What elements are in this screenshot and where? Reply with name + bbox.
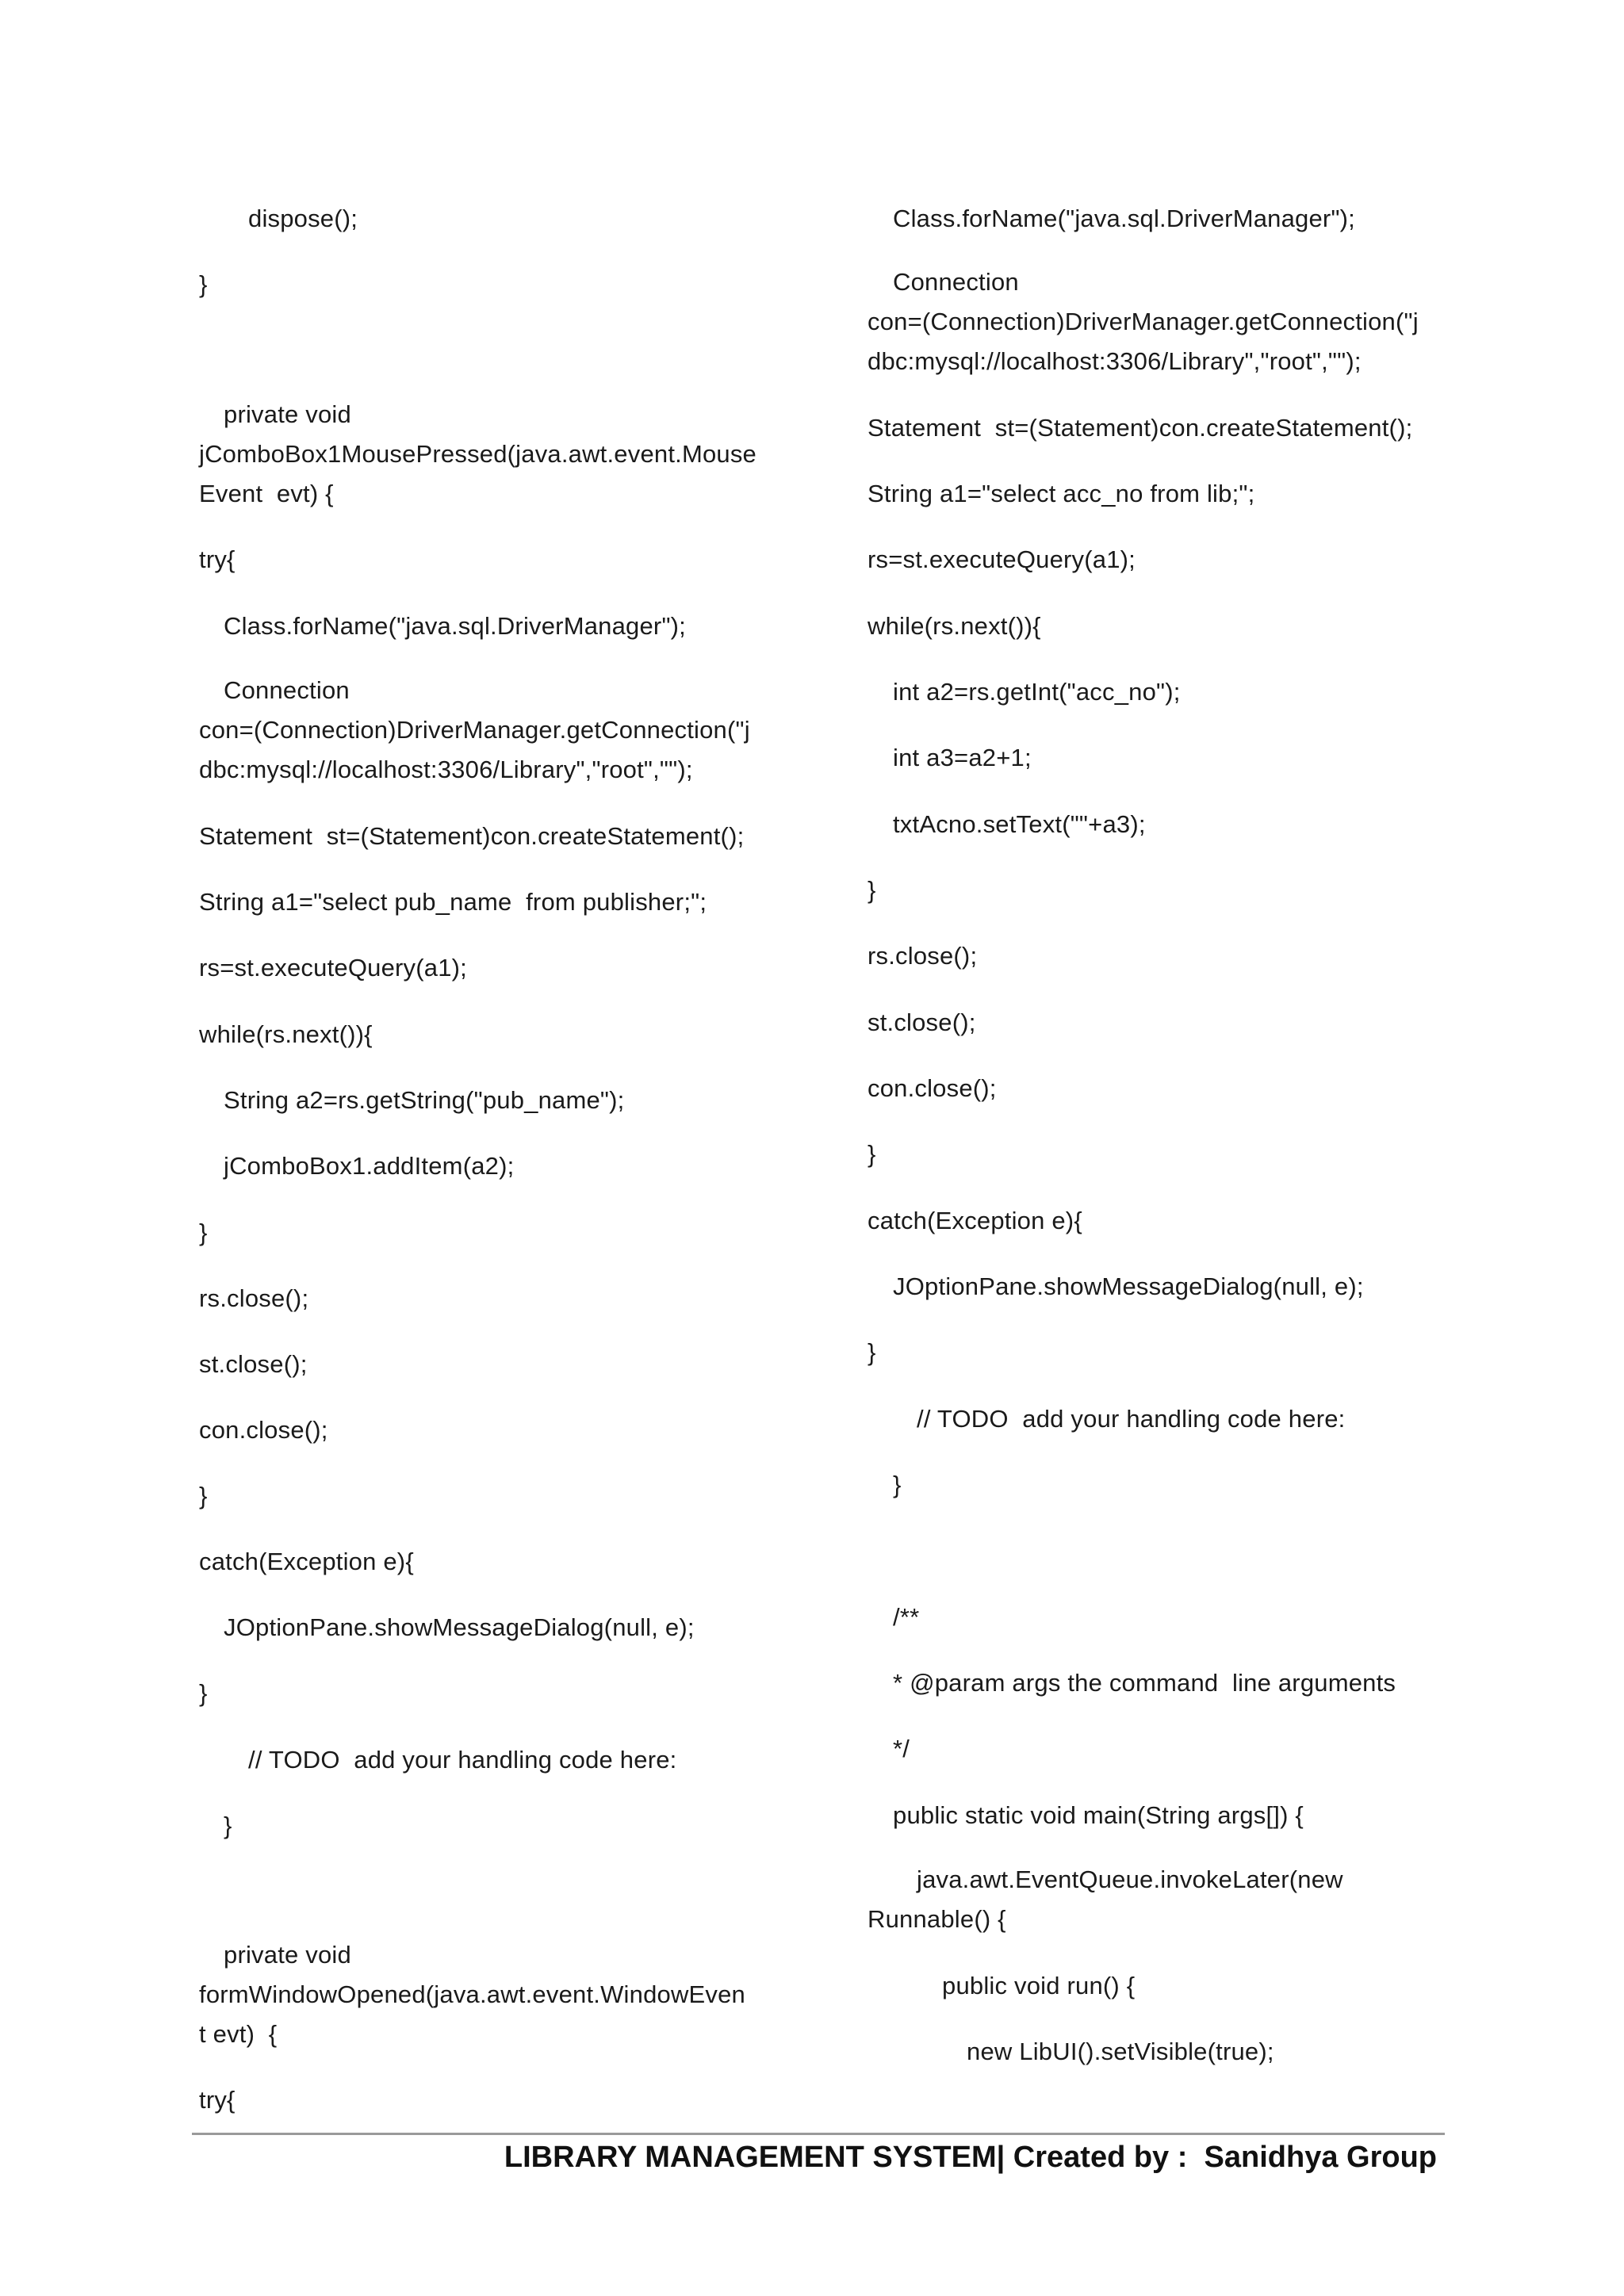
code-line: } (893, 1471, 902, 1498)
code-line: int a3=a2+1; (893, 744, 1032, 771)
code-line: con.close(); (199, 1416, 328, 1444)
code-line: } (868, 1140, 876, 1168)
code-line: String a1="select pub_name from publisher;"; (199, 888, 707, 916)
code-line: } (199, 1679, 208, 1707)
code-line: int a2=rs.getInt("acc_no"); (893, 678, 1181, 706)
code-line: dispose(); (248, 205, 358, 232)
code-line: st.close(); (868, 1008, 976, 1036)
code-line: Connection (224, 676, 350, 704)
code-line: st.close(); (199, 1350, 308, 1378)
code-line: String a2=rs.getString("pub_name"); (224, 1086, 625, 1114)
code-line: } (868, 876, 876, 904)
code-line: con.close(); (868, 1074, 997, 1102)
code-line: catch(Exception e){ (199, 1548, 414, 1575)
code-line: jComboBox1MousePressed(java.awt.event.Mouse (199, 440, 756, 468)
code-line: Class.forName("java.sql.DriverManager"); (893, 205, 1355, 232)
code-line: dbc:mysql://localhost:3306/Library","root",""); (868, 347, 1362, 375)
code-line: dbc:mysql://localhost:3306/Library","root",""); (199, 756, 693, 783)
code-line: public void run() { (942, 1972, 1136, 1999)
code-line: rs=st.executeQuery(a1); (199, 954, 467, 982)
code-line: Runnable() { (868, 1905, 1006, 1933)
code-line: // TODO add your handling code here: (248, 1746, 677, 1774)
code-line: try{ (199, 2086, 236, 2114)
code-line: con=(Connection)DriverManager.getConnection("j (868, 308, 1419, 335)
code-line: } (224, 1812, 232, 1839)
code-line: catch(Exception e){ (868, 1207, 1082, 1234)
code-line: public static void main(String args[]) { (893, 1801, 1304, 1829)
code-line: Statement st=(Statement)con.createStatement(); (199, 822, 745, 850)
code-line: while(rs.next()){ (868, 612, 1041, 640)
code-line: } (199, 270, 208, 298)
code-line: */ (893, 1735, 910, 1762)
code-line: try{ (199, 545, 236, 573)
code-line: } (199, 1219, 208, 1246)
code-line: // TODO add your handling code here: (917, 1405, 1346, 1433)
code-line: java.awt.EventQueue.invokeLater(new (917, 1866, 1343, 1893)
code-line: JOptionPane.showMessageDialog(null, e); (893, 1272, 1364, 1300)
code-line: Event evt) { (199, 480, 334, 507)
code-line: while(rs.next()){ (199, 1020, 373, 1048)
code-line: rs.close(); (199, 1284, 309, 1312)
code-line: * @param args the command line arguments (893, 1669, 1396, 1697)
code-line: JOptionPane.showMessageDialog(null, e); (224, 1613, 695, 1641)
code-line: private void (224, 400, 351, 428)
code-line: } (199, 1482, 208, 1510)
code-line: rs=st.executeQuery(a1); (868, 545, 1136, 573)
code-line: jComboBox1.addItem(a2); (224, 1152, 515, 1180)
code-line: private void (224, 1941, 351, 1969)
code-line: con=(Connection)DriverManager.getConnection("j (199, 716, 750, 744)
code-line: rs.close(); (868, 942, 978, 970)
code-line: } (868, 1338, 876, 1366)
code-line: t evt) { (199, 2020, 278, 2048)
code-line: formWindowOpened(java.awt.event.WindowEven (199, 1980, 745, 2008)
code-line: txtAcno.setText(""+a3); (893, 810, 1146, 838)
code-line: new LibUI().setVisible(true); (967, 2038, 1274, 2065)
code-line: Class.forName("java.sql.DriverManager"); (224, 612, 686, 640)
footer-title: LIBRARY MANAGEMENT SYSTEM| Created by : Sanidhya Group (504, 2141, 1437, 2174)
code-line: /** (893, 1603, 920, 1631)
code-line: Statement st=(Statement)con.createStatement(); (868, 414, 1413, 442)
code-line: Connection (893, 268, 1019, 296)
code-line: String a1="select acc_no from lib;"; (868, 480, 1255, 507)
